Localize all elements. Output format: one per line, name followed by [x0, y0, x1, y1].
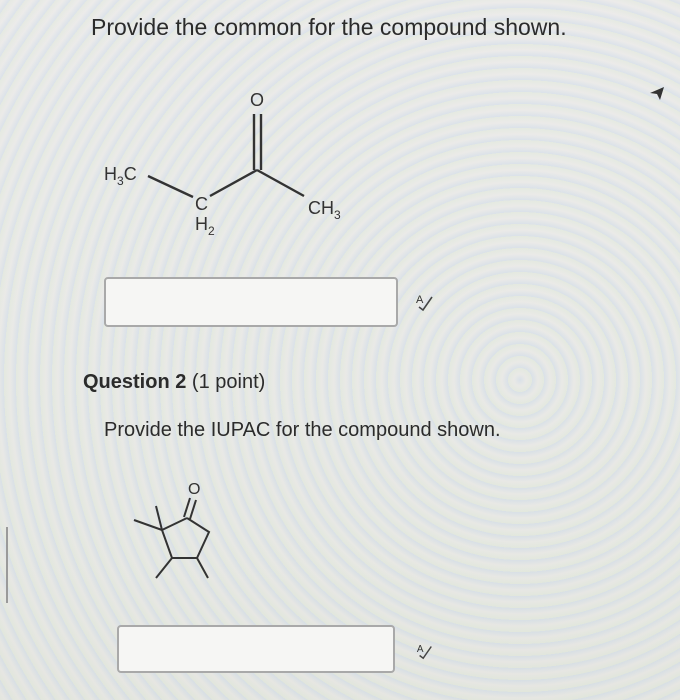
spellcheck-icon[interactable]	[416, 642, 434, 664]
question2-answer-input[interactable]	[117, 625, 395, 673]
q2-oxygen-label: O	[188, 481, 201, 498]
spellcheck-icon[interactable]	[415, 292, 435, 316]
q1-methyl-left-label: $H_3C$	[104, 164, 137, 188]
pointer-arrow-icon	[648, 84, 666, 107]
left-panel-edge	[0, 527, 8, 603]
svg-text:A: A	[416, 643, 424, 655]
question1-prompt: Provide the common for the compound shown.	[91, 14, 567, 40]
q1-methylene-c-label: C	[195, 194, 208, 214]
question2-points: (1 point)	[191, 371, 266, 393]
question2-prompt: Provide the IUPAC for the compound shown.	[104, 419, 501, 441]
svg-text:A: A	[416, 294, 424, 306]
question1-answer-input[interactable]	[104, 277, 398, 327]
question1-structure	[100, 80, 380, 250]
q1-methylene-h2-label: $H_2$	[195, 214, 215, 238]
question2-heading	[83, 371, 265, 394]
q1-methyl-right-label: $CH_3$	[308, 198, 341, 222]
question2-structure	[120, 474, 230, 584]
q1-oxygen-label: O	[250, 90, 265, 110]
question2-number: Question 2	[83, 371, 187, 393]
